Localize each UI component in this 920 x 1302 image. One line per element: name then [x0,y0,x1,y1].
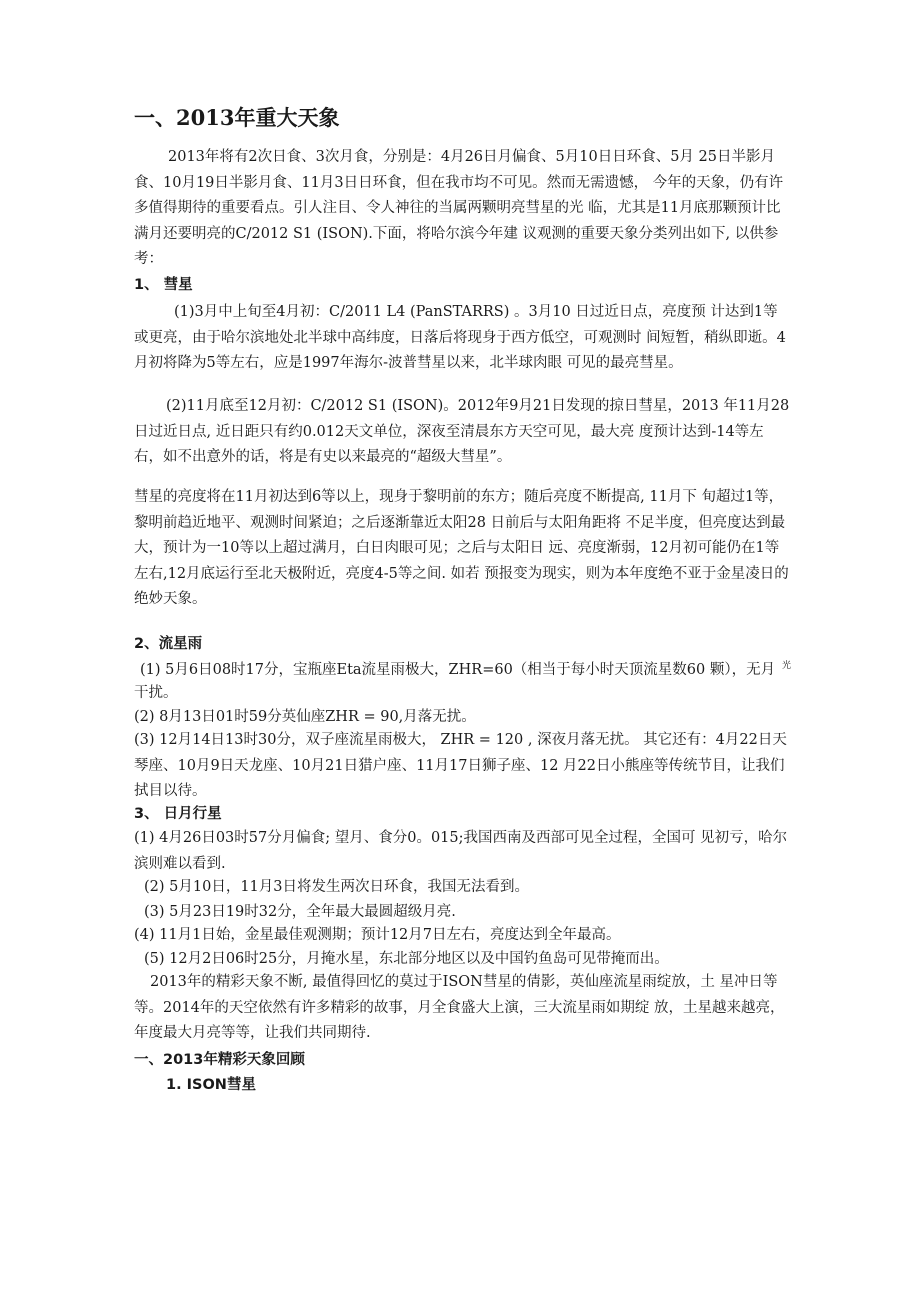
planet-item-4: (4) 11月1日始，金星最佳观测期；预计12月7日左右，亮度达到全年最高。 [134,927,621,943]
review-item-1: 1. ISON彗星 [166,1077,256,1093]
section-comets-heading: 1、 彗星 [134,277,193,293]
planet-item-3: (3) 5月23日19时32分，全年最大最圆超级月亮. [144,904,456,920]
comet-panstarrs-paragraph: (1)3月中上旬至4月初：C/2011 L4 (PanSTARRS) 。3月10 日过近日点，亮度预 计达到1等或更亮，由于哈尔滨地处北半球中高纬度，日落后将现身于西方低空，可观测时 间短暂，稍纵即逝。4月初将降为5等左右，应是1997年海尔-波普彗星以来，北半球肉眼 可见的最亮彗星。 [134,304,786,371]
meteor-item-1: (1) 5月6日08时17分，宝瓶座Eta流星雨极大，ZHR=60（相当于每小时天顶流星数60 颗），无月 [140,662,776,678]
review-heading: 一、2013年精彩天象回顾 [134,1052,305,1068]
meteor-item-1-fragment: 光 [782,661,792,671]
planet-item-5: (5) 12月2日06时25分，月掩水星，东北部分地区以及中国钓鱼岛可见带掩而出。 [144,951,669,967]
meteor-item-2: (2) 8月13日01时59分英仙座ZHR = 90,月落无扰。 [134,709,476,725]
meteor-item-1-continued: 干扰。 [134,685,178,701]
intro-paragraph: 2013年将有2次日食、3次月食，分别是：4月26日月偏食、5月10日日环食、5月 25日半影月食、10月19日半影月食、11月3日日环食，但在我市均不可见。然而无需遗憾， 今年的天象，仍有许多值得期待的重要看点。引人注目、令人神往的当属两颗明亮彗星的光 临，尤其是11月底那颗预计比满月还要明亮的C/2012 S1 (ISON).下面，将哈尔滨今年建 议观测的重要天象分类列出如下, 以供参考： [134,149,784,267]
meteor-item-3: (3) 12月14日13时30分，双子座流星雨极大， ZHR = 120 , 深夜月落无扰。 其它还有：4月22日天琴座、10月9日天龙座、10月21日猎户座、11月17日狮子座、12 月22日小熊座等传统节目，让我们拭目以待。 [134,732,787,799]
section-meteor-heading: 2、流星雨 [134,636,203,652]
page-title: 一、2013年重大天象 [134,105,340,130]
comet-ison-paragraph: (2)11月底至12月初：C/2012 S1 (ISON)。2012年9月21日发现的掠日彗星，2013 年11月28日过近日点, 近日距只有约0.012天文单位，深夜至清晨东方天空可见，最大亮 度预计达到-14等左右，如不出意外的话，将是有史以来最亮的“超级大彗星”。 [134,398,790,465]
comet-ison-detail-paragraph: 彗星的亮度将在11月初达到6等以上，现身于黎明前的东方；随后亮度不断提高, 11月下 旬超过1等，黎明前趋近地平、观测时间紧迫；之后逐渐靠近太阳28 日前后与太阳角距将 不足半度，但亮度达到最大，预计为一10等以上超过满月，白日肉眼可见；之后与太阳日 远、亮度渐弱，12月初可能仍在1等左右,12月底运行至北天极附近，亮度4-5等之间. 如若 预报变为现实，则为本年度绝不亚于金星凌日的绝妙天象。 [134,489,789,607]
planet-item-2: (2) 5月10日，11月3日将发生两次日环食，我国无法看到。 [144,879,529,895]
section-sun-moon-planets-heading: 3、 日月行星 [134,806,222,822]
summary-paragraph: 2013年的精彩天象不断, 最值得回忆的莫过于ISON彗星的倩影，英仙座流星雨绽放，土 星冲日等等。2014年的天空依然有许多精彩的故事，月全食盛大上演，三大流星雨如期绽 放，土星越来越亮，年度最大月亮等等，让我们共同期待. [134,974,785,1041]
planet-item-1: (1) 4月26日03时57分月偏食; 望月、食分0。015;我国西南及西部可见全过程，全国可 见初亏，哈尔滨则难以看到. [134,830,788,872]
